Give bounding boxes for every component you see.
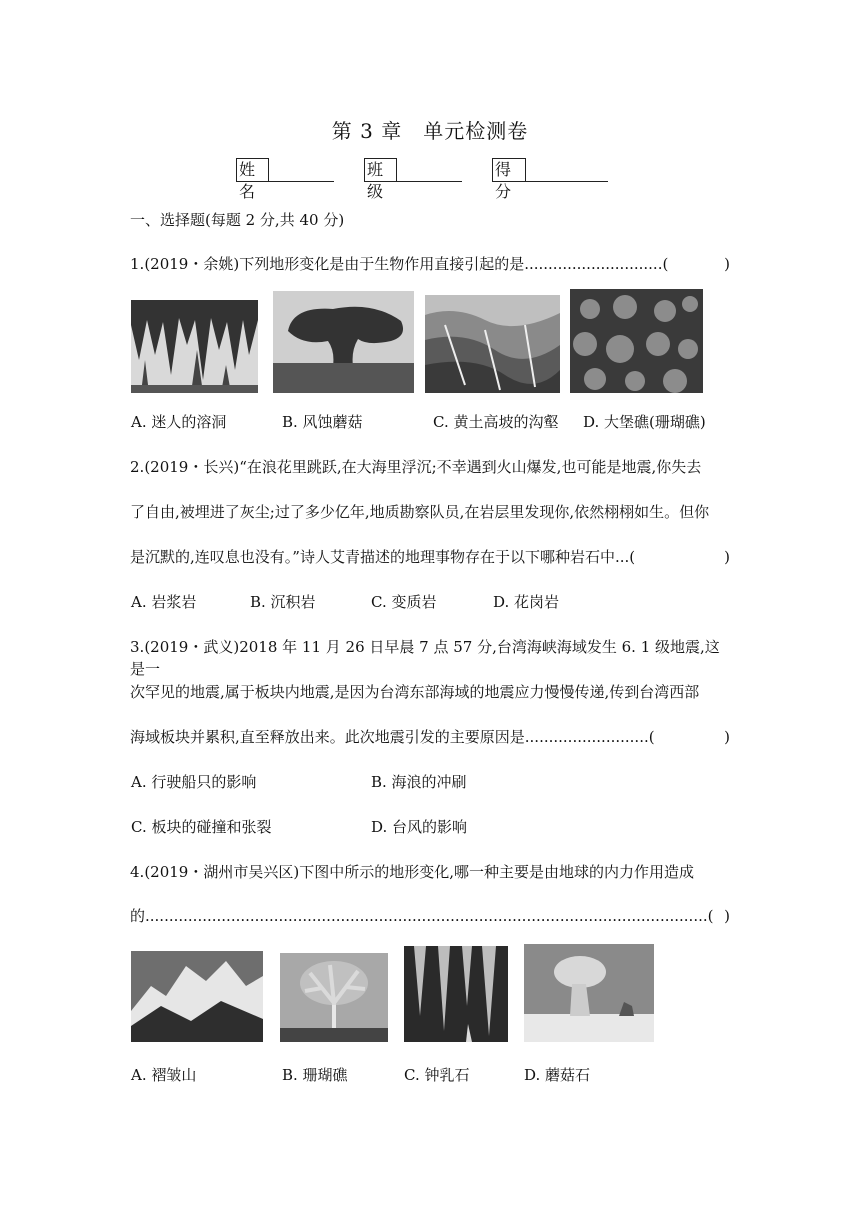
option-d[interactable]: D. 蘑菇石 xyxy=(524,1066,591,1084)
option-b[interactable]: B. 风蚀蘑菇 xyxy=(282,413,363,431)
question-1 xyxy=(130,253,730,275)
class-blank[interactable] xyxy=(397,159,462,182)
class-field[interactable] xyxy=(364,158,462,201)
loess-gully-icon xyxy=(425,295,560,393)
option-a[interactable]: A. 迷人的溶洞 xyxy=(131,413,227,431)
name-label: 姓名 xyxy=(236,158,269,182)
answer-paren-close: ) xyxy=(724,907,730,925)
question-number: 2. xyxy=(130,458,145,476)
mushroom-rock-icon xyxy=(273,291,414,393)
question-3-line3 xyxy=(130,726,730,748)
answer-paren-close: ) xyxy=(724,548,730,566)
option-d[interactable]: D. 台风的影响 xyxy=(371,818,468,836)
option-c[interactable]: C. 钟乳石 xyxy=(404,1066,470,1084)
question-text-line1: (2019・武义)2018 年 11 月 26 日早晨 7 点 57 分,台湾海峡海域发生 6. 1 级地震,这是一 xyxy=(130,638,720,678)
option-d[interactable]: D. 花岗岩 xyxy=(493,593,560,611)
option-a[interactable]: A. 岩浆岩 xyxy=(131,593,197,611)
option-d[interactable]: D. 大堡礁(珊瑚礁) xyxy=(583,413,706,431)
question-text: (2019・余姚)下列地形变化是由于生物作用直接引起的是.............................( xyxy=(144,255,669,273)
option-c[interactable]: C. 黄土高坡的沟壑 xyxy=(433,413,559,431)
answer-paren-close: ) xyxy=(724,728,730,746)
stalactite-icon xyxy=(404,946,508,1042)
question-text-line1: (2019・长兴)“在浪花里跳跃,在大海里浮沉;不幸遇到火山爆发,也可能是地震,你失去 xyxy=(144,458,702,476)
option-c[interactable]: C. 板块的碰撞和张裂 xyxy=(131,818,272,836)
karst-cave-icon xyxy=(131,300,258,393)
mushroom-stone-icon xyxy=(524,944,654,1042)
fold-mountain-icon xyxy=(131,951,263,1042)
option-b[interactable]: B. 珊瑚礁 xyxy=(282,1066,348,1084)
question-2-line3 xyxy=(130,546,730,568)
question-text-line1: (2019・湖州市吴兴区)下图中所示的地形变化,哪一种主要是由地球的内力作用造成 xyxy=(144,863,694,881)
question-number: 4. xyxy=(130,863,145,881)
question-2-line2: 了自由,被埋进了灰尘;过了多少亿年,地质勘察队员,在岩层里发现你,依然栩栩如生。但你 xyxy=(130,503,710,521)
name-blank[interactable] xyxy=(269,159,334,182)
score-field[interactable] xyxy=(492,158,608,201)
score-label: 得分 xyxy=(492,158,526,182)
option-a[interactable]: A. 行驶船只的影响 xyxy=(131,773,257,791)
question-3 xyxy=(130,636,730,680)
option-a[interactable]: A. 褶皱山 xyxy=(131,1066,197,1084)
section-heading: 一、选择题(每题 2 分,共 40 分) xyxy=(130,211,345,229)
option-b[interactable]: B. 沉积岩 xyxy=(250,593,316,611)
question-4-line2 xyxy=(130,905,730,927)
question-text-line2: 的......................................................................................................................( xyxy=(130,907,714,925)
name-field[interactable] xyxy=(236,158,334,201)
option-c[interactable]: C. 变质岩 xyxy=(371,593,437,611)
option-b[interactable]: B. 海浪的冲刷 xyxy=(371,773,467,791)
question-2 xyxy=(130,456,730,478)
coral-reef-icon xyxy=(570,289,703,393)
question-4 xyxy=(130,861,730,883)
coral-icon xyxy=(280,953,388,1042)
question-number: 3. xyxy=(130,638,145,656)
answer-paren-close: ) xyxy=(724,255,730,273)
question-number: 1. xyxy=(130,255,145,273)
question-text-line3: 海域板块并累积,直至释放出来。此次地震引发的主要原因是..........................( xyxy=(130,728,655,746)
question-text-line3: 是沉默的,连叹息也没有。”诗人艾青描述的地理事物存在于以下哪种岩石中...( xyxy=(130,548,636,566)
question-3-line2: 次罕见的地震,属于板块内地震,是因为台湾东部海域的地震应力慢慢传递,传到台湾西部 xyxy=(130,683,700,701)
page-title: 第 3 章 单元检测卷 xyxy=(331,119,529,143)
score-blank[interactable] xyxy=(526,159,608,182)
class-label: 班级 xyxy=(364,158,397,182)
